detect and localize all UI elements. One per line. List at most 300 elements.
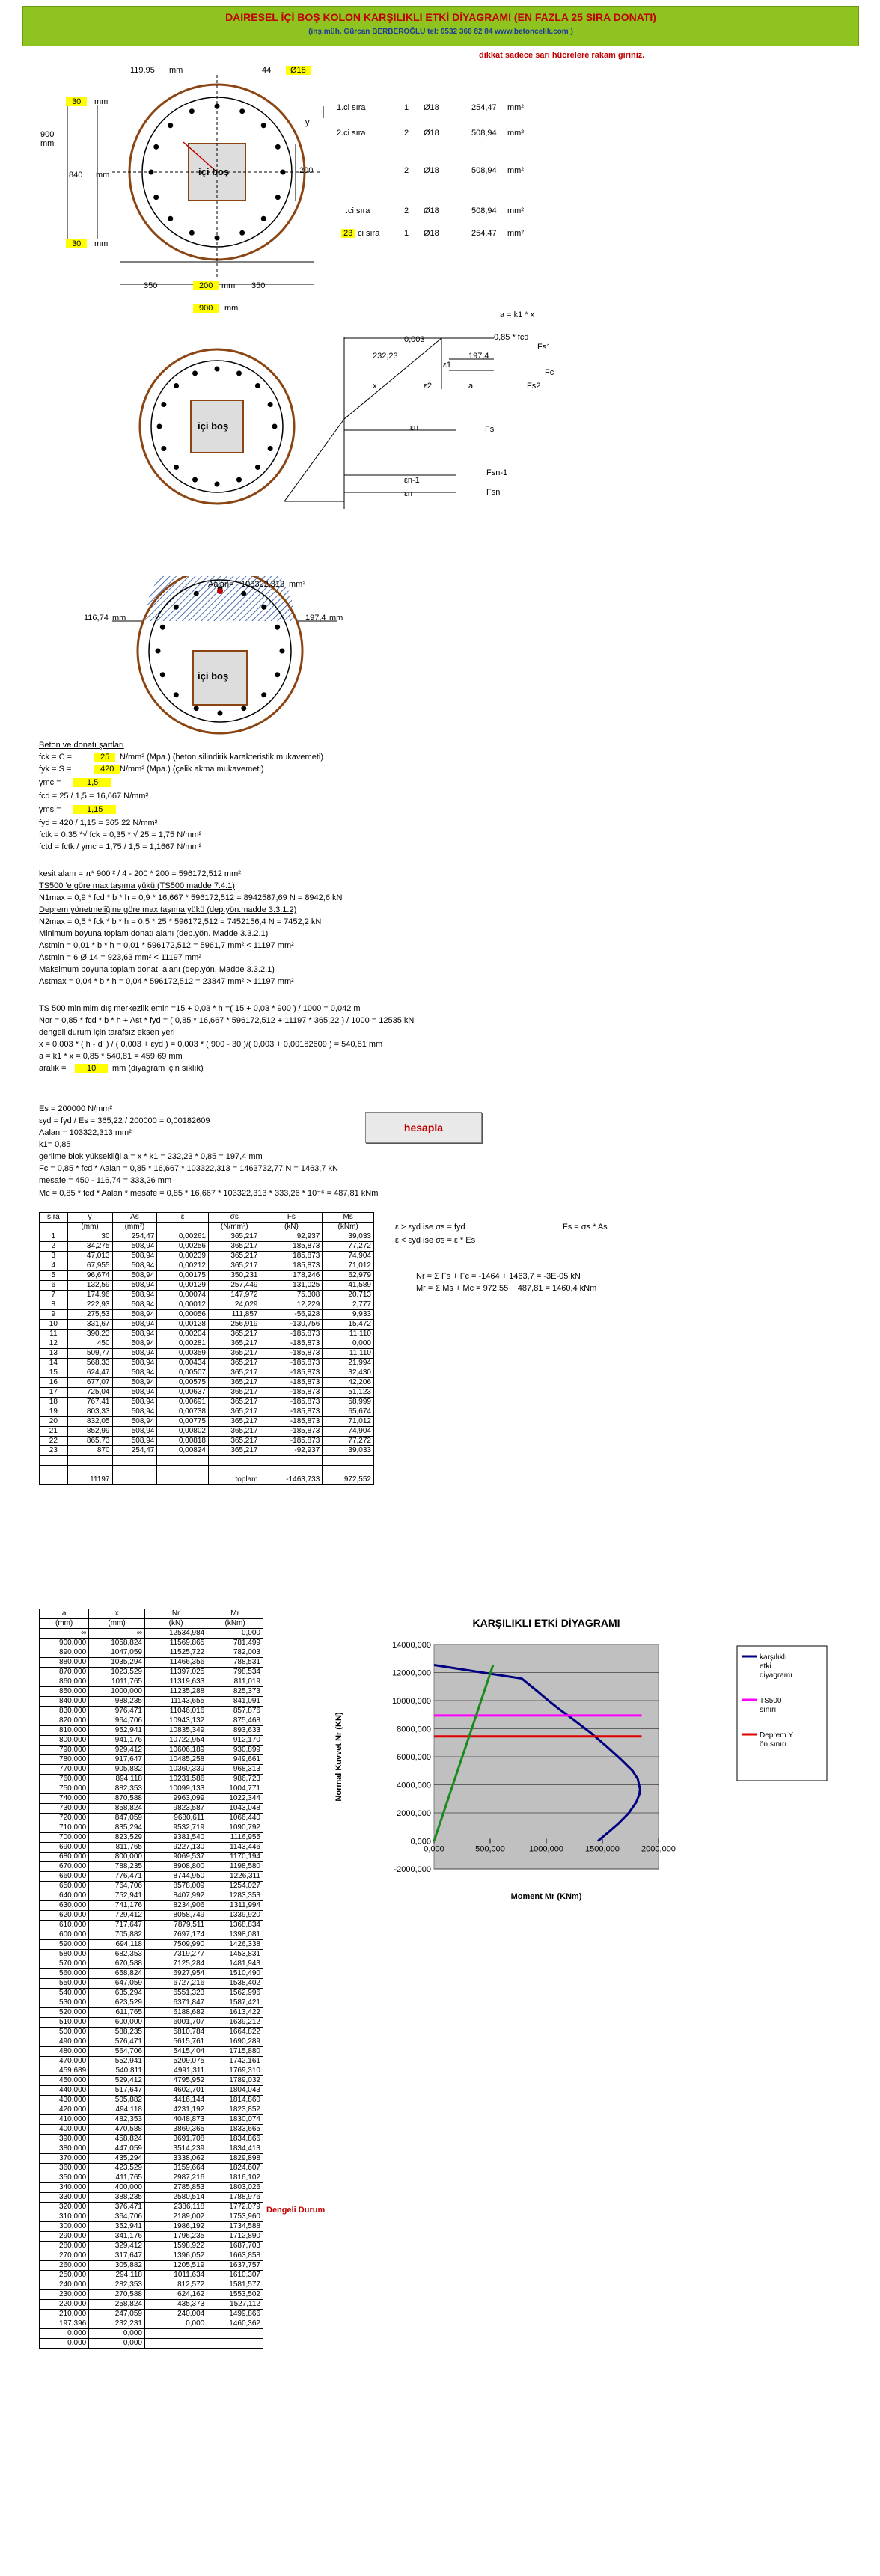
table-cell: 275,53 — [67, 1310, 112, 1320]
table-row — [40, 1427, 374, 1437]
calc-line-3: N1max = 0,9 * fcd * b * h = 0,9 * 16,667 * 596172,512 = 8942587,69 N = 8942,6 kN — [39, 893, 343, 902]
table-row — [40, 2339, 263, 2349]
left-dim-value: 116,74 — [84, 614, 109, 622]
table-row — [40, 1726, 263, 1736]
table-cell: 11569,865 — [144, 1639, 207, 1648]
calc-line-5: N2max = 0,5 * fck * b * h = 0,5 * 25 * 596172,512 = 7452156,4 N = 7452,2 kN — [39, 917, 322, 926]
table-cell: 677,07 — [67, 1378, 112, 1388]
table-cell: 458,824 — [89, 2135, 145, 2144]
table-cell: 508,94 — [112, 1300, 157, 1310]
table-cell: 10485,258 — [144, 1755, 207, 1765]
table-row — [40, 1252, 374, 1261]
table-row — [40, 2086, 263, 2096]
table-cell: 741,176 — [89, 1901, 145, 1911]
rebar-dot — [160, 625, 165, 630]
table-cell: 18 — [40, 1398, 68, 1407]
table-cell: 11 — [40, 1330, 68, 1339]
x-tick-label: 2000,000 — [641, 1844, 676, 1854]
height-label: 900 — [40, 130, 55, 139]
table-cell: 131,025 — [260, 1281, 323, 1291]
y-tick-label: 6000,000 — [397, 1753, 431, 1762]
calc-line-2: TS500 'e göre max taşıma yükü (TS500 madde 7.4.1) — [39, 881, 235, 890]
table-cell: 776,471 — [89, 1872, 145, 1882]
table-cell: -185,873 — [260, 1388, 323, 1398]
table-cell: 2785,853 — [144, 2183, 207, 2193]
rebar-dot — [215, 367, 220, 372]
table-cell: 365,217 — [209, 1359, 260, 1368]
table-cell: 882,353 — [89, 1784, 145, 1794]
fyk-desc: N/mm² (Mpa.) (çelik akma mukavemeti) — [120, 765, 264, 774]
table-cell: 0,000 — [89, 2329, 145, 2339]
table-cell: 832,05 — [67, 1417, 112, 1427]
table-cell: 15,472 — [323, 1320, 374, 1330]
table-cell: 300,000 — [40, 2222, 89, 2232]
table-cell: 508,94 — [112, 1388, 157, 1398]
table-cell: 5209,075 — [144, 2057, 207, 2066]
table-cell: 24,029 — [209, 1300, 260, 1310]
row-5-area: 254,47 — [471, 229, 497, 238]
table-cell: 0,00434 — [157, 1359, 209, 1368]
aralik-input[interactable]: 10 — [75, 1064, 108, 1073]
table-cell: 760,000 — [40, 1775, 89, 1784]
rebar-dot — [275, 625, 280, 630]
table-row — [40, 2261, 263, 2271]
table-cell: 660,000 — [40, 1872, 89, 1882]
row-1-area: 254,47 — [471, 103, 497, 112]
table-row — [40, 1417, 374, 1427]
table-cell: 812,572 — [144, 2280, 207, 2290]
table-cell: 8 — [40, 1300, 68, 1310]
table-cell: 2,777 — [323, 1300, 374, 1310]
table-cell: 0,00637 — [157, 1388, 209, 1398]
table-cell: 635,294 — [89, 1989, 145, 1998]
legend-label: Deprem.Y — [760, 1731, 794, 1740]
table-cell: 365,217 — [209, 1417, 260, 1427]
table-cell: 0,000 — [207, 1629, 263, 1639]
table-cell: 0,00775 — [157, 1417, 209, 1427]
calculate-button[interactable]: hesapla — [365, 1112, 482, 1143]
rebar-dot — [275, 144, 281, 150]
table-cell: 331,67 — [67, 1320, 112, 1330]
table-row — [40, 1804, 263, 1814]
cover-input[interactable]: 30 — [66, 97, 87, 106]
table-cell: 508,94 — [112, 1330, 157, 1339]
table-cell: 1829,898 — [207, 2154, 263, 2164]
table-cell: 10606,189 — [144, 1746, 207, 1755]
table-cell: 210,000 — [40, 2310, 89, 2319]
table-cell: 1143,446 — [207, 1843, 263, 1853]
table-row — [40, 1677, 263, 1687]
table-cell: 540,000 — [40, 1989, 89, 1998]
x-tick-label: 1500,000 — [585, 1844, 620, 1854]
table-cell: 1368,834 — [207, 1921, 263, 1930]
table-cell: 8407,992 — [144, 1891, 207, 1901]
table-cell: 860,000 — [40, 1677, 89, 1687]
diameter-input[interactable]: 900 — [193, 304, 219, 313]
calc-line-9: Maksimum boyuna toplam donatı alanı (dep.yön. Madde 3.3.2.1) — [39, 965, 275, 974]
table-cell: 365,217 — [209, 1446, 260, 1456]
table-cell: 23 — [40, 1446, 68, 1456]
table-cell: 781,499 — [207, 1639, 263, 1648]
table-row — [40, 2135, 263, 2144]
calc-line-4: Deprem yönetmeliğine göre max taşıma yükü (dep.yön.madde 3.3.1.2) — [39, 905, 297, 914]
table-cell: 530,000 — [40, 1998, 89, 2008]
row-4-label: .ci sıra — [346, 206, 370, 215]
table-cell: 7 — [40, 1291, 68, 1300]
table-row — [40, 2144, 263, 2154]
table-row — [40, 1940, 263, 1950]
table-cell: 1460,362 — [207, 2319, 263, 2329]
table-cell: 11466,356 — [144, 1658, 207, 1668]
table-cell: 1712,890 — [207, 2232, 263, 2242]
fsn-label: Fsn — [486, 488, 501, 497]
table-row — [40, 1349, 374, 1359]
table-cell: x — [89, 1609, 145, 1619]
table-cell: 10943,132 — [144, 1716, 207, 1726]
cross-section-drawing — [30, 60, 554, 322]
table-cell: 564,706 — [89, 2047, 145, 2057]
row-4-phi: Ø18 — [424, 206, 439, 215]
table-cell: 9 — [40, 1310, 68, 1320]
table-row — [40, 1359, 374, 1368]
table-cell: 875,468 — [207, 1716, 263, 1726]
table-cell: 620,000 — [40, 1911, 89, 1921]
table-cell: 77,272 — [323, 1242, 374, 1252]
table-cell: 11397,025 — [144, 1668, 207, 1677]
table-cell: -185,873 — [260, 1339, 323, 1349]
table-cell: 1562,996 — [207, 1989, 263, 1998]
table-cell: 680,000 — [40, 1853, 89, 1862]
table-cell: 508,94 — [112, 1407, 157, 1417]
table-row — [40, 2280, 263, 2290]
table-cell: 365,217 — [209, 1349, 260, 1359]
table-cell: ε — [157, 1213, 209, 1223]
table-row — [40, 2028, 263, 2037]
calc-line-20: gerilme blok yüksekliği a = x * k1 = 232,23 * 0,85 = 197,4 mm — [39, 1152, 263, 1161]
row-2-phi: Ø18 — [424, 129, 439, 138]
table-cell: 341,176 — [89, 2232, 145, 2242]
table-row — [40, 2242, 263, 2251]
table-cell: 256,919 — [209, 1320, 260, 1330]
table-cell: 2580,514 — [144, 2193, 207, 2203]
bar-diameter-input[interactable]: Ø18 — [286, 66, 311, 75]
table-cell: 1690,289 — [207, 2037, 263, 2047]
table-row — [40, 1930, 263, 1940]
cover-unit: mm — [94, 97, 109, 106]
table-cell — [144, 2329, 207, 2339]
rebar-dot — [156, 649, 161, 654]
table-cell: 1637,757 — [207, 2261, 263, 2271]
table-cell: 232,231 — [89, 2319, 145, 2329]
x-axis-label: Moment Mr (KNm) — [510, 1892, 582, 1901]
rebar-dot — [218, 711, 223, 716]
table-cell: 17 — [40, 1388, 68, 1398]
area-unit: mm² — [289, 580, 305, 589]
table-row — [40, 1911, 263, 1921]
fyk-label: fyk = S = — [39, 765, 72, 774]
table-row — [40, 1291, 374, 1300]
fyk-input[interactable]: 420 — [94, 765, 120, 774]
table-row — [40, 1378, 374, 1388]
table-cell: 480,000 — [40, 2047, 89, 2057]
fyd-line: fyd = 420 / 1,15 = 365,22 N/mm² — [39, 819, 158, 827]
table-row — [40, 1969, 263, 1979]
table-cell: 0,000 — [40, 2329, 89, 2339]
table-cell: 67,955 — [67, 1261, 112, 1271]
y-tick-label: -2000,000 — [394, 1865, 431, 1874]
table-cell: 611,765 — [89, 2008, 145, 2018]
table-cell: 552,941 — [89, 2057, 145, 2066]
table-cell: 20,713 — [323, 1291, 374, 1300]
table-cell: 0,000 — [144, 2319, 207, 2329]
fck-desc: N/mm² (Mpa.) (beton silindirik karakteristik mukavemeti) — [120, 753, 323, 762]
table-cell: 65,674 — [323, 1407, 374, 1417]
table-row — [40, 2183, 263, 2193]
table-cell: 624,162 — [144, 2290, 207, 2300]
rebar-dot — [261, 123, 266, 128]
table-cell: (kN) — [260, 1223, 323, 1232]
rebar-dot — [241, 591, 246, 596]
void-width-input[interactable]: 200 — [193, 281, 219, 290]
height-unit: mm — [40, 139, 55, 148]
table-cell: 5 — [40, 1271, 68, 1281]
table-cell: 96,674 — [67, 1271, 112, 1281]
table-cell: 508,94 — [112, 1310, 157, 1320]
epsn1-label: εn-1 — [404, 476, 420, 485]
table-cell: (kNm) — [207, 1619, 263, 1629]
table-cell: Nr — [144, 1609, 207, 1619]
table-cell: 0,00239 — [157, 1252, 209, 1261]
table-cell: 8578,009 — [144, 1882, 207, 1891]
table-cell: 74,904 — [323, 1427, 374, 1437]
rebar-dot — [236, 477, 242, 483]
table-cell: 1816,102 — [207, 2173, 263, 2183]
cover-bottom-input[interactable]: 30 — [66, 239, 87, 248]
a-label: a — [468, 382, 474, 391]
table-cell: -185,873 — [260, 1378, 323, 1388]
table-cell: 260,000 — [40, 2261, 89, 2271]
table-row — [40, 1882, 263, 1891]
table-cell: 1663,858 — [207, 2251, 263, 2261]
table-cell: 1254,027 — [207, 1882, 263, 1891]
y-tick-label: 0,000 — [410, 1837, 431, 1847]
table-cell: 16 — [40, 1378, 68, 1388]
table-cell: 1090,792 — [207, 1823, 263, 1833]
table-row — [40, 2300, 263, 2310]
table-cell: 1527,112 — [207, 2300, 263, 2310]
table-cell: 1283,353 — [207, 1891, 263, 1901]
table-cell: 330,000 — [40, 2193, 89, 2203]
table-cell: 1834,413 — [207, 2144, 263, 2154]
table-cell: 365,217 — [209, 1388, 260, 1398]
table-cell: 9532,719 — [144, 1823, 207, 1833]
gmc-input[interactable]: 1,5 — [73, 778, 111, 787]
table-row — [40, 1794, 263, 1804]
y-axis-label: Normal Kuvvet Nr (KN) — [334, 1712, 343, 1802]
dim-350-left: 350 — [144, 281, 158, 290]
rebar-dot — [261, 692, 266, 697]
table-cell: 1772,079 — [207, 2203, 263, 2212]
rebar-dot — [275, 195, 281, 200]
table-cell: 1804,043 — [207, 2086, 263, 2096]
rule-1a: ε > εyd ise σs = fyd — [395, 1223, 465, 1232]
table-cell: 857,876 — [207, 1707, 263, 1716]
table-cell: 690,000 — [40, 1843, 89, 1853]
table-row — [40, 2154, 263, 2164]
table-cell: 865,73 — [67, 1437, 112, 1446]
table-row — [40, 2105, 263, 2115]
fck-input[interactable]: 25 — [94, 753, 115, 762]
table-cell: 365,217 — [209, 1330, 260, 1339]
table-cell: 968,313 — [207, 1765, 263, 1775]
table-cell: 370,000 — [40, 2154, 89, 2164]
table-cell — [40, 1223, 68, 1232]
row-2-area: 508,94 — [471, 129, 497, 138]
table-cell — [207, 2339, 263, 2349]
table-row — [40, 1437, 374, 1446]
y-tick-label: 2000,000 — [397, 1809, 431, 1818]
rebar-dot — [236, 370, 242, 376]
table-cell: 917,647 — [89, 1755, 145, 1765]
table-row — [40, 2018, 263, 2028]
table-cell: 1058,824 — [89, 1639, 145, 1648]
table-row — [40, 1950, 263, 1959]
table-cell: 12 — [40, 1339, 68, 1349]
fcd-line: fcd = 25 / 1,5 = 16,667 N/mm² — [39, 792, 149, 801]
table-cell: (mm) — [40, 1619, 89, 1629]
gms-label: γms = — [39, 805, 61, 814]
table-cell — [112, 1475, 157, 1485]
table-cell: 1023,529 — [89, 1668, 145, 1677]
table-cell: -185,873 — [260, 1398, 323, 1407]
table-cell: -185,873 — [260, 1417, 323, 1427]
table-row — [40, 1833, 263, 1843]
balanced-label: Dengeli Durum — [266, 2206, 326, 2215]
table-cell: 305,882 — [89, 2261, 145, 2271]
fcd-block: 0,85 * fcd — [494, 333, 529, 342]
calc-line-10: Astmax = 0,04 * b * h = 0,04 * 596172,512 = 23847 mm² > 11197 mm² — [39, 977, 294, 986]
table-row — [40, 2037, 263, 2047]
table-row — [40, 1775, 263, 1784]
table-row — [40, 2319, 263, 2329]
table-cell: 380,000 — [40, 2144, 89, 2154]
rebar-dot — [272, 424, 278, 429]
table-row — [40, 1921, 263, 1930]
table-cell: 9227,130 — [144, 1843, 207, 1853]
table-cell: 550,000 — [40, 1979, 89, 1989]
table-cell: 870,000 — [40, 1668, 89, 1677]
table-row — [40, 2212, 263, 2222]
table-row — [40, 1619, 263, 1629]
last-row-input[interactable]: 23 — [341, 229, 355, 238]
table-cell: 1769,310 — [207, 2066, 263, 2076]
table-row — [40, 2222, 263, 2232]
table-row — [40, 2115, 263, 2125]
table-cell: 8744,950 — [144, 1872, 207, 1882]
table-cell: 508,94 — [112, 1427, 157, 1437]
eps2-label: ε2 — [424, 382, 433, 391]
table-row — [40, 1310, 374, 1320]
table-cell: 580,000 — [40, 1950, 89, 1959]
table-cell: 764,706 — [89, 1882, 145, 1891]
table-cell: 841,091 — [207, 1697, 263, 1707]
fc-label: Fc — [545, 368, 554, 377]
y-tick-label: 8000,000 — [397, 1725, 431, 1734]
table-cell: 10360,339 — [144, 1765, 207, 1775]
table-cell: 258,824 — [89, 2300, 145, 2310]
rebar-dot — [174, 383, 179, 388]
rebar-dot — [275, 672, 280, 677]
table-cell: 1581,577 — [207, 2280, 263, 2290]
table-cell: 490,000 — [40, 2037, 89, 2047]
table-cell: 800,000 — [89, 1853, 145, 1862]
table-cell: -130,756 — [260, 1320, 323, 1330]
nr-sum: Nr = Σ Fs + Fc = -1464 + 1463,7 = -3E-05 kN — [416, 1272, 581, 1281]
table-cell: 852,99 — [67, 1427, 112, 1437]
table-cell: 250,000 — [40, 2271, 89, 2280]
table-row — [40, 1368, 374, 1378]
table-cell: 282,353 — [89, 2280, 145, 2290]
gms-input[interactable]: 1,15 — [73, 805, 116, 814]
table-cell: 780,000 — [40, 1755, 89, 1765]
table-cell: 0,00129 — [157, 1281, 209, 1291]
page-title: DAIRESEL İÇİ BOŞ KOLON KARŞILIKLI ETKİ DİYAGRAMI (EN FAZLA 25 SIRA DONATI) — [225, 11, 656, 23]
table-cell: 400,000 — [89, 2183, 145, 2193]
table-cell: y — [67, 1213, 112, 1223]
table-cell: 0,00261 — [157, 1232, 209, 1242]
table-cell: 1553,502 — [207, 2290, 263, 2300]
hint-text: dikkat sadece sarı hücrelere rakam giriniz. — [479, 51, 645, 60]
table-row — [40, 1213, 374, 1223]
table-row — [40, 1261, 374, 1271]
table-cell: -185,873 — [260, 1359, 323, 1368]
table-cell: 111,857 — [209, 1310, 260, 1320]
page-header — [22, 6, 859, 46]
table-cell: 1715,880 — [207, 2047, 263, 2057]
table-cell: 0,00507 — [157, 1368, 209, 1378]
layer-table — [39, 1212, 374, 1485]
table-row — [40, 1407, 374, 1417]
rebar-dot — [261, 216, 266, 221]
table-cell: 949,661 — [207, 1755, 263, 1765]
table-cell: 7125,284 — [144, 1959, 207, 1969]
rebar-dot — [255, 465, 260, 470]
table-cell: 350,000 — [40, 2173, 89, 2183]
table-cell: 1824,607 — [207, 2164, 263, 2173]
table-cell: 705,882 — [89, 1930, 145, 1940]
table-cell: 365,217 — [209, 1378, 260, 1388]
table-cell: 365,217 — [209, 1427, 260, 1437]
table-cell: 41,589 — [323, 1281, 374, 1291]
table-cell: 14 — [40, 1359, 68, 1368]
table-cell: 450,000 — [40, 2076, 89, 2086]
table-cell: 740,000 — [40, 1794, 89, 1804]
table-cell: 890,000 — [40, 1648, 89, 1658]
table-cell — [112, 1466, 157, 1475]
table-cell: 4416,144 — [144, 2096, 207, 2105]
table-row — [40, 2057, 263, 2066]
table-cell: 0,00281 — [157, 1339, 209, 1349]
table-cell: 340,000 — [40, 2183, 89, 2193]
table-cell: 508,94 — [112, 1437, 157, 1446]
table-row — [40, 1765, 263, 1775]
table-cell: 75,308 — [260, 1291, 323, 1300]
table-cell: 1396,052 — [144, 2251, 207, 2261]
table-cell: 365,217 — [209, 1437, 260, 1446]
table-cell: ∞ — [40, 1629, 89, 1639]
table-cell: 178,246 — [260, 1271, 323, 1281]
table-cell: 1311,994 — [207, 1901, 263, 1911]
